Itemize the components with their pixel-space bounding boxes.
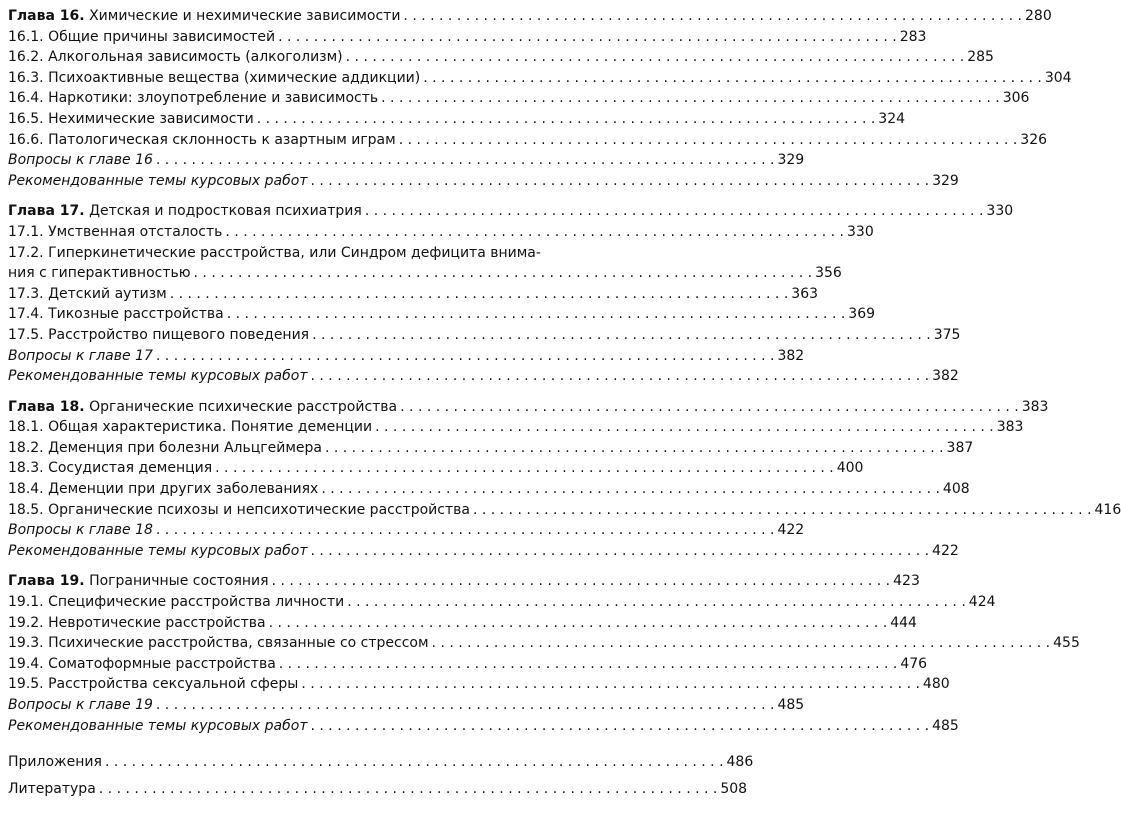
page-number: 382 (777, 347, 805, 364)
entry-title: Литература (8, 780, 96, 797)
toc-entry-19-4[interactable] (8, 654, 928, 675)
entry-title: 16.1. Общие причины зависимостей (8, 28, 276, 45)
entry-title: Рекомендованные темы курсовых работ (8, 542, 308, 559)
entry-title: 18.2. Деменция при болезни Альцгеймера (8, 439, 322, 456)
toc-topics-19[interactable] (8, 716, 959, 737)
chapter-18-heading[interactable] (8, 397, 1049, 418)
page-number: 375 (933, 326, 961, 343)
dot-leader (279, 654, 898, 675)
dot-leader (257, 109, 876, 130)
dot-leader (325, 438, 944, 459)
chapter-label: Глава 18. (8, 398, 85, 415)
toc-entry-17-4[interactable] (8, 304, 876, 325)
entry-title: Рекомендованные темы курсовых работ (8, 717, 308, 734)
entry-title: 16.5. Нехимические зависимости (8, 110, 254, 127)
page-number: 383 (996, 419, 1024, 436)
entry-title: 16.2. Алкогольная зависимость (алкоголизм) (8, 49, 343, 66)
entry-title: 19.5. Расстройства сексуальной сферы (8, 676, 299, 693)
page-number: 329 (932, 172, 959, 189)
page-number: 422 (777, 522, 805, 539)
dot-leader (156, 520, 775, 541)
dot-leader (311, 541, 930, 562)
page-number: 283 (899, 28, 927, 45)
chapter-16-heading[interactable] (8, 6, 1052, 27)
chapter-label: Глава 19. (8, 573, 85, 590)
chapter-label: Глава 17. (8, 203, 85, 220)
entry-title: 17.4. Тикозные расстройства (8, 306, 224, 323)
entry-title: 16.6. Патологическая склонность к азартным играм (8, 131, 396, 148)
page-number: 382 (932, 368, 959, 385)
entry-title: 19.2. Невротические расстройства (8, 614, 266, 631)
page-number: 369 (848, 306, 876, 323)
entry-title: 18.5. Органические психозы и непсихотические расстройства (8, 501, 470, 518)
section-gap (8, 561, 596, 571)
toc-entry-17-3[interactable] (8, 284, 819, 305)
dot-leader (312, 325, 931, 346)
entry-title: 17.5. Расстройство пищевого поведения (8, 326, 310, 343)
toc-entry-16-2[interactable] (8, 47, 994, 68)
dot-leader (99, 779, 718, 800)
dot-leader (272, 571, 891, 592)
entry-title: 19.3. Психические расстройства, связанные со стрессом (8, 635, 429, 652)
toc-questions-19[interactable] (8, 695, 805, 716)
dot-leader (156, 150, 775, 171)
chapter-title: Пограничные состояния (89, 573, 269, 590)
dot-leader (225, 222, 844, 243)
entry-title: 19.4. Соматоформные расстройства (8, 655, 276, 672)
entry-title-line1: 17.2. Гиперкинетические расстройства, или Синдром дефицита внима- (8, 244, 541, 261)
dot-leader (311, 716, 930, 737)
toc-appendix[interactable] (8, 752, 754, 773)
dot-leader (375, 417, 994, 438)
dot-leader (473, 500, 1092, 521)
dot-leader (278, 27, 897, 48)
entry-title: 16.4. Наркотики: злоупотребление и зависимость (8, 90, 379, 107)
page-number: 423 (893, 573, 920, 590)
dot-leader (432, 633, 1051, 654)
entry-title: Вопросы к главе 17 (8, 347, 153, 364)
toc-topics-17[interactable] (8, 366, 959, 387)
dot-leader (170, 284, 789, 305)
dot-leader (311, 366, 930, 387)
toc-entry-18-2[interactable] (8, 438, 974, 459)
dot-leader (301, 674, 920, 695)
toc-entry-17-5[interactable] (8, 325, 961, 346)
page-number: 486 (726, 754, 754, 771)
dot-leader (227, 304, 846, 325)
chapter-19-heading[interactable] (8, 571, 920, 592)
table-of-contents (8, 6, 1121, 799)
toc-entry-16-1[interactable] (8, 27, 927, 48)
dot-leader (311, 171, 930, 192)
page-number: 416 (1094, 501, 1121, 518)
chapter-title: Органические психические расстройства (89, 398, 398, 415)
chapter-title: Химические и нехимические зависимости (89, 8, 401, 24)
page-number: 356 (815, 265, 842, 282)
entry-title: Вопросы к главе 18 (8, 522, 153, 539)
toc-questions-16[interactable] (8, 150, 805, 171)
dot-leader (321, 479, 940, 500)
section-gap (8, 736, 596, 752)
page-number: 329 (777, 152, 805, 169)
page-number: 330 (986, 203, 1014, 220)
toc-topics-16[interactable] (8, 171, 959, 192)
toc-entry-18-3[interactable] (8, 458, 864, 479)
page-number: 326 (1020, 131, 1048, 148)
dot-leader (105, 752, 724, 773)
page-number: 387 (946, 439, 974, 456)
page-number: 383 (1021, 398, 1049, 415)
page-number: 455 (1053, 635, 1080, 652)
toc-topics-18[interactable] (8, 541, 959, 562)
page-number: 304 (1044, 69, 1072, 86)
page-number: 306 (1002, 90, 1030, 107)
dot-leader (194, 263, 813, 284)
toc-entry-17-2[interactable] (8, 243, 842, 284)
toc-entry-18-5[interactable] (8, 500, 1121, 521)
toc-entry-18-1[interactable] (8, 417, 1024, 438)
dot-leader (269, 613, 888, 634)
entry-title: Вопросы к главе 19 (8, 697, 153, 713)
section-gap (8, 387, 596, 397)
page-number: 424 (968, 594, 996, 611)
toc-entry-18-4[interactable] (8, 479, 970, 500)
chapter-title: Детская и подростковая психиатрия (89, 203, 362, 220)
toc-entry-19-1[interactable] (8, 592, 996, 613)
page-number: 324 (878, 110, 906, 127)
page-number: 444 (890, 614, 917, 631)
entry-title: 18.1. Общая характеристика. Понятие деменции (8, 419, 373, 436)
toc-entry-16-3[interactable] (8, 68, 1072, 89)
toc-entry-19-5[interactable] (8, 674, 950, 695)
chapter-17-heading[interactable] (8, 201, 1014, 222)
entry-title: Рекомендованные темы курсовых работ (8, 172, 308, 189)
dot-leader (423, 68, 1042, 89)
page-number: 480 (922, 676, 950, 693)
toc-questions-18[interactable] (8, 520, 805, 541)
page-number: 285 (967, 49, 994, 66)
page-number: 400 (836, 460, 864, 477)
entry-title: 16.3. Психоактивные вещества (химические аддикции) (8, 69, 421, 86)
dot-leader (399, 130, 1018, 151)
dot-leader (381, 88, 1000, 109)
page-number: 485 (932, 717, 959, 734)
toc-entry-16-6[interactable] (8, 130, 1048, 151)
chapter-label: Глава 16. (8, 8, 85, 24)
toc-entry-19-2[interactable] (8, 613, 917, 634)
toc-entry-16-5[interactable] (8, 109, 906, 130)
dot-leader (156, 695, 775, 716)
dot-leader (400, 397, 1019, 418)
page-number: 330 (847, 223, 874, 240)
page-number: 508 (720, 780, 748, 797)
dot-leader (347, 592, 966, 613)
toc-literature[interactable] (8, 779, 748, 800)
entry-title: 17.3. Детский аутизм (8, 285, 167, 302)
page-number: 280 (1025, 8, 1052, 24)
toc-entry-16-4[interactable] (8, 88, 1030, 109)
dot-leader (156, 346, 775, 367)
dot-leader (346, 47, 965, 68)
page-number: 476 (900, 655, 928, 672)
dot-leader (365, 201, 984, 222)
entry-title: 19.1. Специфические расстройства личности (8, 594, 345, 611)
entry-title: Рекомендованные темы курсовых работ (8, 368, 308, 385)
page-number: 485 (777, 697, 805, 713)
entry-title: ния с гиперактивностью (8, 265, 191, 282)
dot-leader (403, 6, 1022, 27)
toc-questions-17[interactable] (8, 346, 805, 367)
entry-title: 18.3. Сосудистая деменция (8, 460, 213, 477)
page-number: 408 (942, 481, 970, 498)
page-number: 422 (932, 542, 959, 559)
toc-entry-17-1[interactable] (8, 222, 874, 243)
page-number: 363 (791, 285, 819, 302)
dot-leader (215, 458, 834, 479)
entry-title: Вопросы к главе 16 (8, 152, 153, 169)
toc-entry-19-3[interactable] (8, 633, 1080, 654)
entry-title: 17.1. Умственная отсталость (8, 223, 223, 240)
entry-title: 18.4. Деменции при других заболеваниях (8, 481, 319, 498)
entry-title: Приложения (8, 754, 102, 771)
section-gap (8, 191, 596, 201)
